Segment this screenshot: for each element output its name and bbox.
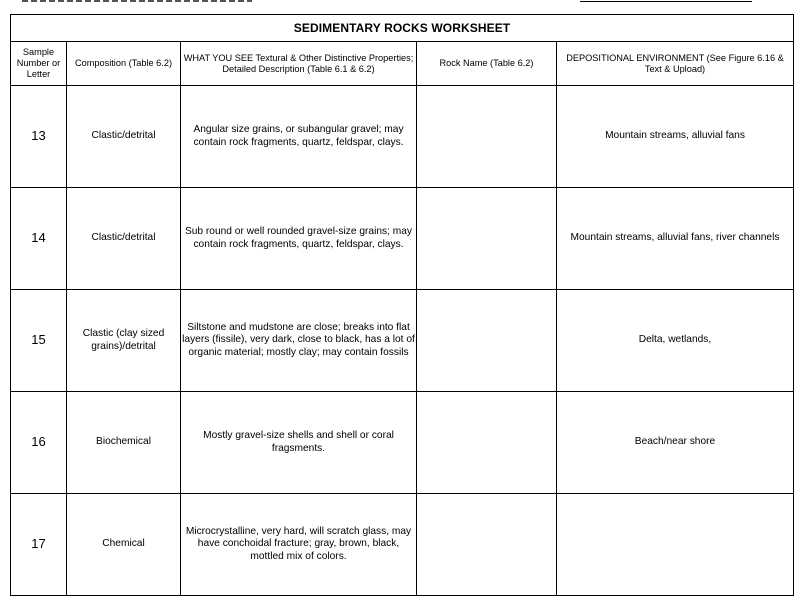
sample-number: 14	[11, 188, 67, 290]
description-cell: Angular size grains, or subangular gravel; may contain rock fragments, quartz, feldspar, clays.	[181, 86, 417, 188]
header-depositional-environment: DEPOSITIONAL ENVIRONMENT (See Figure 6.16 & Text & Upload)	[557, 42, 794, 86]
table-row	[11, 86, 794, 188]
composition-cell: Clastic/detrital	[67, 86, 181, 188]
rock-name-cell[interactable]	[417, 392, 557, 494]
environment-cell: Mountain streams, alluvial fans, river channels	[557, 188, 794, 290]
rock-name-cell[interactable]	[417, 188, 557, 290]
header-rock-name: Rock Name (Table 6.2)	[417, 42, 557, 86]
sample-number: 17	[11, 494, 67, 596]
composition-cell: Clastic/detrital	[67, 188, 181, 290]
table-row	[11, 392, 794, 494]
rock-name-cell[interactable]	[417, 494, 557, 596]
composition-cell: Clastic (clay sized grains)/detrital	[67, 290, 181, 392]
header-what-you-see: WHAT YOU SEE Textural & Other Distinctive Properties; Detailed Description (Table 6.1 & 6.2)	[181, 42, 417, 86]
description-cell: Microcrystalline, very hard, will scratch glass, may have conchoidal fracture; gray, brown, black, mottled mix of colors.	[181, 494, 417, 596]
table-row	[11, 494, 794, 596]
environment-cell: Beach/near shore	[557, 392, 794, 494]
cropped-header-text	[22, 0, 252, 2]
header-row	[11, 42, 794, 86]
description-cell: Mostly gravel-size shells and shell or coral fragsments.	[181, 392, 417, 494]
environment-cell: Mountain streams, alluvial fans	[557, 86, 794, 188]
sample-number: 15	[11, 290, 67, 392]
table-row	[11, 188, 794, 290]
description-cell: Siltstone and mudstone are close; breaks into flat layers (fissile), very dark, close to black, has a lot of organic material; mostly clay; may contain fossils	[181, 290, 417, 392]
name-underline	[580, 1, 752, 2]
page-top-edge	[0, 0, 803, 8]
composition-cell: Chemical	[67, 494, 181, 596]
sample-number: 13	[11, 86, 67, 188]
header-sample: Sample Number or Letter	[11, 42, 67, 86]
sedimentary-rocks-worksheet-table	[10, 14, 794, 596]
sample-number: 16	[11, 392, 67, 494]
composition-cell: Biochemical	[67, 392, 181, 494]
rock-name-cell[interactable]	[417, 86, 557, 188]
environment-cell: Delta, wetlands,	[557, 290, 794, 392]
rock-name-cell[interactable]	[417, 290, 557, 392]
header-composition: Composition (Table 6.2)	[67, 42, 181, 86]
environment-cell[interactable]	[557, 494, 794, 596]
worksheet-title: SEDIMENTARY ROCKS WORKSHEET	[11, 15, 794, 42]
description-cell: Sub round or well rounded gravel-size grains; may contain rock fragments, quartz, feldspar, clays.	[181, 188, 417, 290]
table-row	[11, 290, 794, 392]
